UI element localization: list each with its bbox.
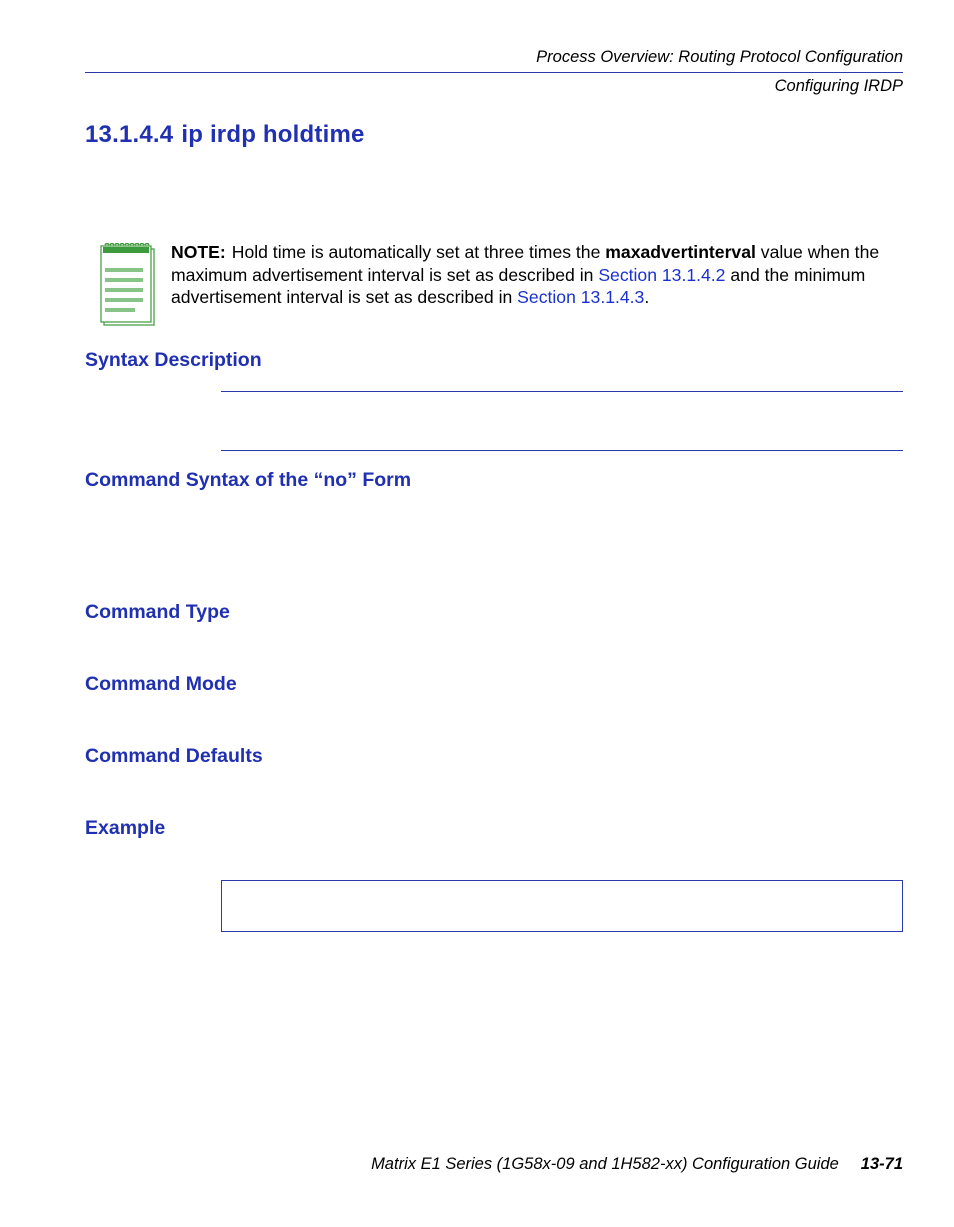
note-text-4: . — [644, 287, 650, 307]
note-text-1: Hold time is automatically set at three times the — [231, 242, 606, 262]
header-rule — [85, 72, 903, 73]
syntax-table-top-rule — [221, 391, 903, 392]
section-link-13-1-4-3[interactable]: Section 13.1.4.3 — [517, 287, 645, 307]
page-number: 13-71 — [860, 1155, 903, 1173]
syntax-table-bottom-rule — [221, 450, 903, 451]
running-head-chapter: Process Overview: Routing Protocol Configuration — [536, 48, 903, 66]
syntax-description-heading: Syntax Description — [85, 349, 262, 371]
no-form-heading: Command Syntax of the “no” Form — [85, 469, 412, 491]
example-heading: Example — [85, 817, 166, 839]
section-title — [85, 121, 365, 149]
section-name: ip irdp holdtime — [181, 121, 365, 148]
command-type-heading: Command Type — [85, 601, 230, 623]
command-mode-heading: Command Mode — [85, 673, 237, 695]
page-footer — [371, 1155, 903, 1174]
note-text-2: value when the maximum advertisement interval is set as described in — [171, 242, 880, 285]
note-text-3: and the minimum advertisement interval is set as described in — [171, 264, 866, 307]
footer-guide-title: Matrix E1 Series (1G58x-09 and 1H582-xx) Configuration Guide — [371, 1155, 839, 1173]
running-head-section: Configuring IRDP — [774, 77, 903, 95]
note-label: NOTE: — [171, 242, 226, 262]
example-code-box — [221, 880, 903, 932]
note-paragraph — [171, 241, 906, 309]
command-defaults-heading: Command Defaults — [85, 745, 263, 767]
note-bold-term: maxadvertinterval — [605, 242, 756, 262]
section-link-13-1-4-2[interactable]: Section 13.1.4.2 — [598, 264, 726, 285]
notepad-icon — [100, 243, 156, 327]
section-number: 13.1.4.4 — [85, 121, 174, 148]
